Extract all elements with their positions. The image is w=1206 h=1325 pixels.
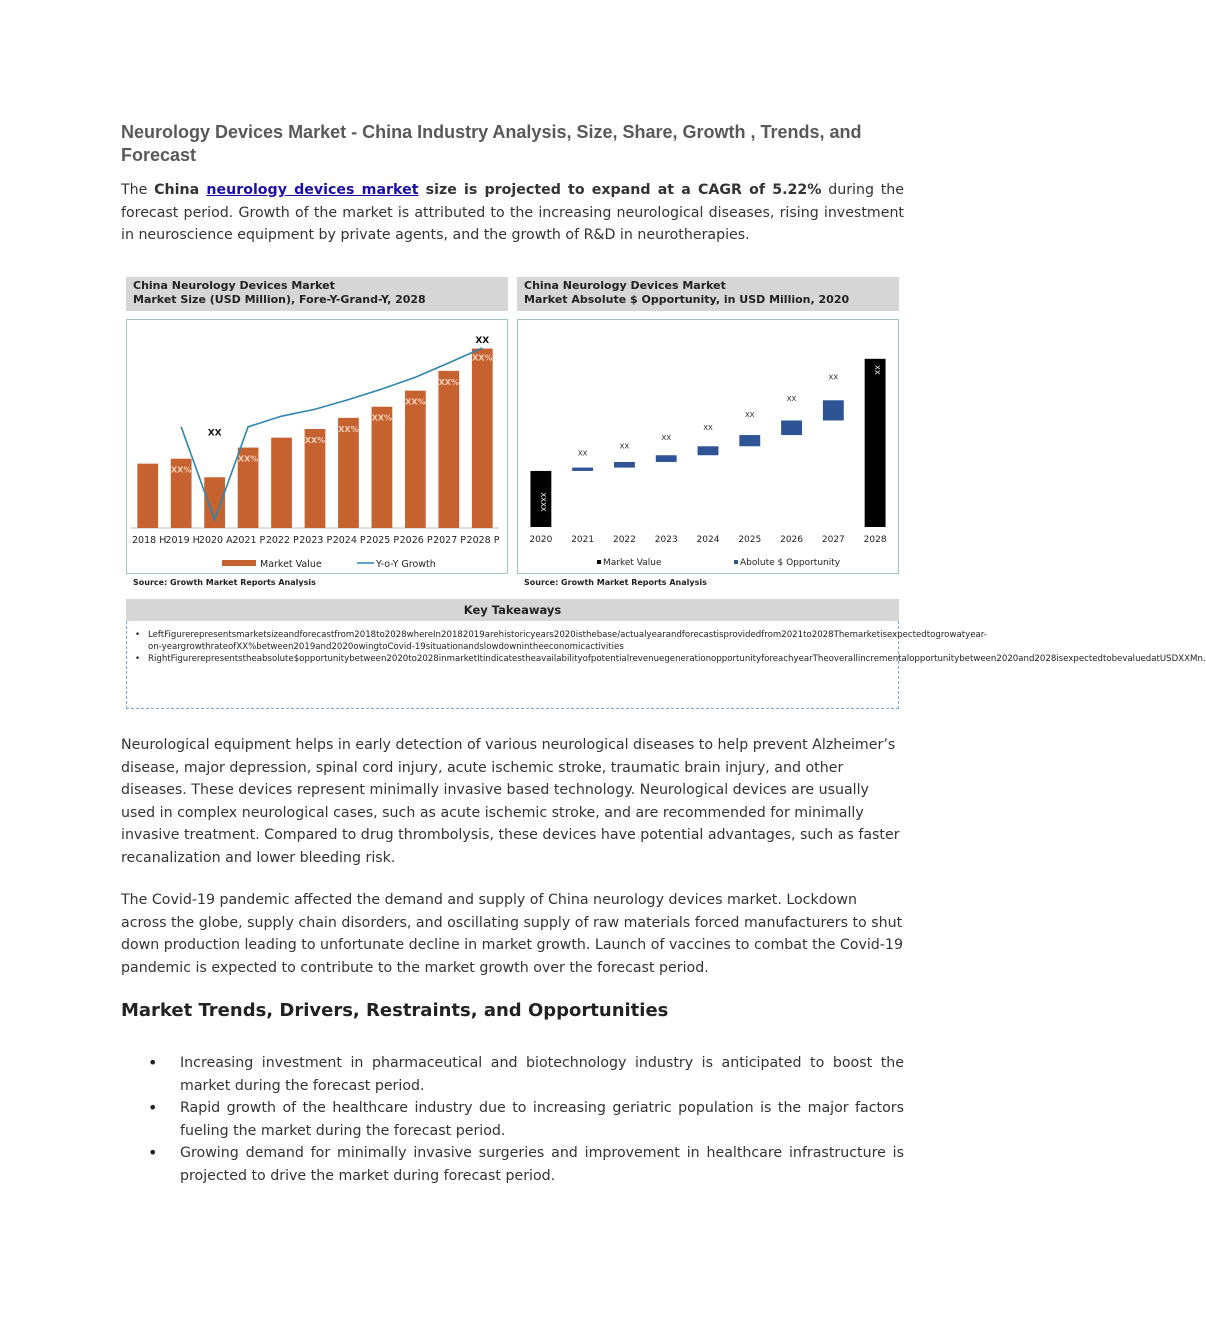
legend-swatch-opportunity xyxy=(734,560,738,564)
x-tick-label: 2023 P xyxy=(299,535,333,546)
x-tick-label: 2028 xyxy=(863,535,887,545)
intro-pre: The xyxy=(121,182,155,198)
intro-bold-2: size is projected to expand at a CAGR of 5.22% xyxy=(418,182,822,198)
data-label: XX xyxy=(744,411,755,420)
data-label: XX xyxy=(619,442,630,451)
market-value-bar xyxy=(405,391,426,528)
right-chart xyxy=(518,320,898,573)
legend-swatch-market-value xyxy=(222,560,256,566)
x-tick-label: 2022 P xyxy=(265,535,299,546)
market-value-bar xyxy=(338,418,359,528)
x-tick-label: 2026 xyxy=(780,535,804,545)
waterfall-increment-bar xyxy=(823,400,844,420)
key-takeaway-item: • RightFigurerepresentstheabsolute$opportunitybetween2020to2028inmarketItindicatestheavailabilityofpotentialrevenuegenerationopportunityforeachyearTheoverallincrementalopportunitybetween2020and2028isexpectedtobevaluedatUSDXXMn. xyxy=(131,653,894,665)
left-chart-header-line1: China Neurology Devices Market xyxy=(133,279,335,292)
intro-rest: during the forecast period. Growth of the market is attributed to the increasing neurological diseases, rising investment in neuroscience equipment by private agents, and the growth of R&D in neurotherapies. xyxy=(121,182,905,243)
bullet-list xyxy=(121,1052,904,1187)
data-label: XX xyxy=(661,434,672,443)
left-chart-header xyxy=(126,277,508,311)
bullet-item: • Increasing investment in pharmaceutical and biotechnology industry is anticipated to boost the market during the forecast period. xyxy=(121,1052,904,1097)
x-tick-label: 2025 P xyxy=(366,535,400,546)
data-label: XX% xyxy=(237,454,259,464)
right-chart-header-line1: China Neurology Devices Market xyxy=(524,279,726,292)
key-takeaway-item: • LeftFigurerepresentsmarketsizeandforecastfrom2018to2028whereIn20182019arehistoricyears2020isthebase/actualyearandforecastisprovidedfrom2021to2028Themarketisexpectedtogrowatyear-on-yeargrowthrateofXX%between2019and2020owingtoCovid-19situationandslowdownintheeconomicactivities xyxy=(131,629,894,653)
paragraph-covid: The Covid-19 pandemic affected the demand and supply of China neurology devices market. Lockdown across the globe, supply chain disorders, and oscillating supply of raw materials forced manufacturers to shut down production leading to unfortunate decline in market growth. Launch of vaccines to combat the Covid-19 pandemic is expected to contribute to the market growth over the forecast period. xyxy=(121,892,903,976)
intro-paragraph xyxy=(121,179,904,247)
legend-label-market-value: Market Value xyxy=(260,559,322,570)
waterfall-increment-bar xyxy=(614,462,635,468)
x-tick-label: 2020 xyxy=(529,535,553,545)
data-label: XX xyxy=(207,428,222,439)
x-tick-label: 2024 xyxy=(696,535,720,545)
x-tick-label: 2021 xyxy=(571,535,595,545)
x-tick-label: 2027 P xyxy=(433,535,467,546)
data-label: XX% xyxy=(472,353,493,363)
left-chart xyxy=(127,320,507,573)
data-label: XX% xyxy=(405,397,426,407)
data-label: XX xyxy=(873,365,882,375)
data-label: XX xyxy=(475,336,490,346)
legend-label-yoy: Y-o-Y Growth xyxy=(376,559,436,570)
x-tick-label: 2023 xyxy=(654,535,678,545)
data-label: XX xyxy=(786,394,797,403)
data-label: XX% xyxy=(438,377,459,387)
x-tick-label: 2022 xyxy=(612,535,636,545)
data-label: XX% xyxy=(171,465,192,475)
x-tick-label: 2028 P xyxy=(466,535,500,546)
waterfall-increment-bar xyxy=(739,435,760,446)
yoy-growth-line xyxy=(181,348,482,520)
market-value-bar xyxy=(137,464,158,528)
waterfall-increment-bar xyxy=(781,420,802,435)
x-tick-label: 2024 P xyxy=(332,535,366,546)
x-tick-label: 2019 H xyxy=(165,535,200,546)
page-title: Neurology Devices Market - China Industry Analysis, Size, Share, Growth , Trends, and Forecast xyxy=(121,122,862,165)
data-label: XX% xyxy=(338,424,359,434)
key-takeaways-box xyxy=(126,621,1206,709)
paragraph-equipment: Neurological equipment helps in early detection of various neurological diseases to help prevent Alzheimer’s disease, major depression, spinal cord injury, acute ischemic stroke, traumatic brain injury, and other diseases. These devices represent minimally invasive based technology. Neurological devices are usually used in complex neurological cases, such as acute ischemic stroke, and are recommended for minimally invasive treatment. Compared to drug thrombolysis, these devices have potential advantages, such as faster recanalization and lower bleeding risk. xyxy=(121,737,900,866)
bullet-item: • Rapid growth of the healthcare industry due to increasing geriatric population is the major factors fueling the market during the forecast period. xyxy=(121,1097,904,1142)
data-label: XX xyxy=(828,373,839,382)
waterfall-increment-bar xyxy=(698,446,719,455)
market-value-bar xyxy=(372,407,393,528)
data-label: XX xyxy=(577,449,588,458)
right-chart-header xyxy=(517,277,899,311)
legend-label-market-value: Market Value xyxy=(603,558,662,568)
left-chart-frame xyxy=(126,319,508,574)
left-chart-header-line2: Market Size (USD Million), Fore-Y-Grand-Y, 2028 xyxy=(133,293,426,306)
x-tick-label: 2018 H xyxy=(132,535,167,546)
key-takeaways-heading: Key Takeaways xyxy=(126,599,899,621)
data-label: XX% xyxy=(304,436,326,445)
x-tick-label: 2020 A xyxy=(198,535,233,546)
section-heading: Market Trends, Drivers, Restraints, and Opportunities xyxy=(121,1000,669,1021)
legend-swatch-market-value xyxy=(597,560,601,564)
x-tick-label: 2025 xyxy=(738,535,762,545)
x-tick-label: 2027 xyxy=(821,535,845,545)
intro-bold-1: China xyxy=(154,182,207,198)
right-chart-header-line2: Market Absolute $ Opportunity, in USD Million, 2020 xyxy=(524,293,850,306)
waterfall-increment-bar xyxy=(656,455,677,462)
infographic xyxy=(126,277,1206,709)
waterfall-increment-bar xyxy=(572,468,593,471)
legend-label-opportunity: Abolute $ Opportunity xyxy=(740,558,841,568)
market-link[interactable]: neurology devices market xyxy=(206,182,419,198)
waterfall-bar-2028 xyxy=(865,359,886,527)
data-label: XX% xyxy=(371,413,393,423)
data-label: XX xyxy=(703,423,713,432)
right-chart-frame xyxy=(517,319,899,574)
bullet-item: • Growing demand for minimally invasive surgeries and improvement in healthcare infrastructure is projected to drive the market during forecast period. xyxy=(121,1142,904,1187)
right-chart-source: Source: Growth Market Reports Analysis xyxy=(524,578,707,587)
x-tick-label: 2021 P xyxy=(232,535,266,546)
data-label: XXXX xyxy=(538,492,547,512)
market-value-bar xyxy=(271,438,292,528)
x-tick-label: 2026 P xyxy=(399,535,433,546)
market-value-bar xyxy=(472,349,493,528)
left-chart-source: Source: Growth Market Reports Analysis xyxy=(133,578,316,587)
market-value-bar xyxy=(438,371,459,528)
